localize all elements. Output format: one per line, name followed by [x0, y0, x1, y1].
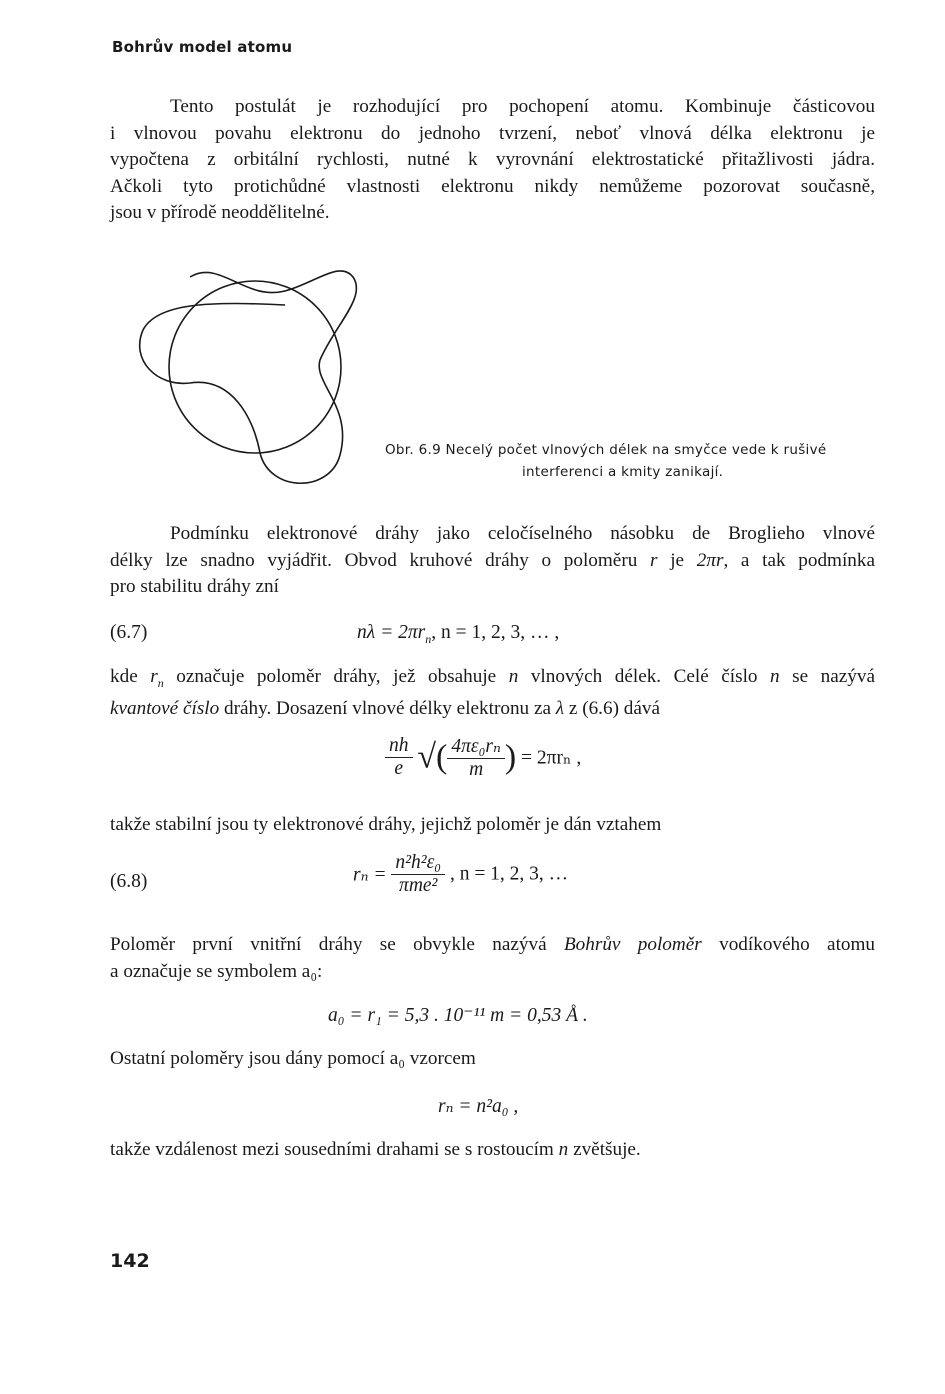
text-line: Tento postulát je rozhodující pro pochopení atomu. Kombinuje částicovou	[170, 96, 875, 117]
equation-radius-series: rₙ = n²a₀ ,	[438, 1096, 519, 1117]
text-line: délky lze snadno vyjádřit. Obvod kruhové dráhy o poloměru r je 2πr, a tak podmínka	[110, 549, 876, 571]
paragraph-4	[110, 812, 875, 839]
paragraph-3	[110, 664, 875, 723]
figure-caption	[385, 439, 827, 483]
paren-open: (	[436, 738, 448, 776]
text-line: kde $r_n$ označuje poloměr dráhy, jež obsahuje n vlnových délek. Celé číslo n se nazývá	[110, 666, 875, 690]
text-line: jsou v přírodě neoddělitelné.	[110, 202, 330, 223]
equation-6-8: rₙ = $\frac{\text{n²h²ε₀}}{\text{πme²}}$ , n = 1, 2, 3, …	[353, 852, 569, 896]
page-number: 142	[110, 1250, 150, 1272]
paren-close: )	[504, 738, 517, 776]
text-line: kvantové číslo dráhy. Dosazení vlnové délky elektronu za λ z (6.6) dává	[110, 698, 660, 720]
text-line: Ostatní poloměry jsou dány pomocí a₀ vzorcem	[110, 1048, 476, 1069]
fraction-nh-e: $\frac{nh}{e}$	[385, 735, 413, 780]
text-line: a označuje se symbolem a₀:	[110, 960, 323, 982]
paragraph-5	[110, 932, 875, 985]
equation-bohr-condition: $\frac{nh}{e}$ √( $\frac{\text{4πε₀rₙ}}{m}$ ) = 2πrₙ ,	[385, 734, 581, 781]
equation-6-7: $n\lambda = 2\pi r_n$, n = 1, 2, 3, … ,	[357, 622, 560, 646]
orbit-circle	[169, 281, 341, 453]
text-line: pro stabilitu dráhy zní	[110, 576, 279, 597]
paragraph-2	[110, 521, 875, 601]
text-line: i vlnovou povahu elektronu do jednoho tvrzení, neboť vlnová délka elektronu je	[110, 122, 875, 144]
fraction-radius: $\frac{\text{n²h²ε₀}}{\text{πme²}}$	[391, 852, 445, 897]
running-header: Bohrův model atomu	[112, 38, 293, 56]
sqrt-symbol: √	[417, 738, 437, 776]
text-line: takže vzdálenost mezi sousedními drahami se s rostoucím n zvětšuje.	[110, 1139, 641, 1160]
equation-number-6-8: (6.8)	[110, 871, 148, 892]
caption-line-1: Obr. 6.9 Necelý počet vlnových délek na smyčce vede k rušivé	[385, 442, 827, 458]
text-line: vypočtena z orbitální rychlosti, nutné k vyrovnání elektrostatické přitažlivosti jádra.	[110, 149, 875, 170]
paragraph-6	[110, 1046, 875, 1073]
text-line: Poloměr první vnitřní dráhy se obvykle nazývá Bohrův poloměr vodíkového atomu	[110, 934, 876, 955]
wave-curve	[140, 271, 357, 483]
fraction-root: $\frac{\text{4πε₀rₙ}}{m}$	[447, 734, 504, 781]
paragraph-1	[110, 94, 875, 227]
text-line: takže stabilní jsou ty elektronové dráhy, jejichž poloměr je dán vztahem	[110, 814, 662, 835]
text-line: Podmínku elektronové dráhy jako celočíselného násobku de Broglieho vlnové	[170, 523, 875, 544]
equation-number-6-7: (6.7)	[110, 622, 148, 643]
equation-bohr-radius: a₀ = r₁ = 5,3 . 10⁻¹¹ m = 0,53 Å .	[328, 1005, 588, 1026]
paragraph-7	[110, 1137, 875, 1164]
figure-orbit-wave-diagram	[135, 265, 375, 495]
text-line: Ačkoli tyto protichůdné vlastnosti elektronu nikdy nemůžeme pozorovat současně,	[110, 175, 875, 197]
caption-line-2: interferenci a kmity zanikají.	[522, 464, 724, 480]
